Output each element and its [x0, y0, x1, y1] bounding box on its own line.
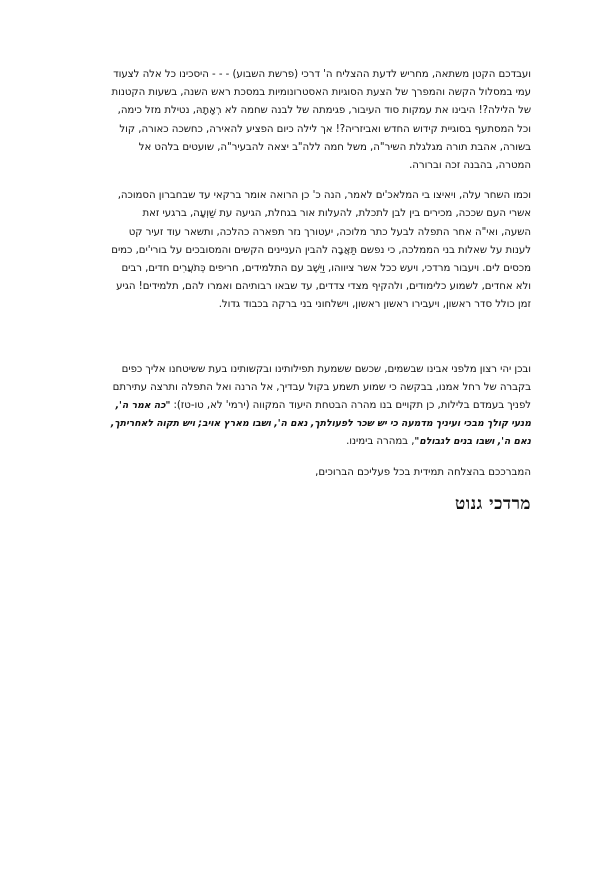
paragraph-2-line: אשרי העם שככה, מכירים בין לבן לתכלת, להעלות אור בגחלת, הגיעה עת שַׁוְעָה, ברגעי זאת	[142, 208, 531, 220]
paragraph-2-line: מכסים לים. ויעבור מרדכי, ויעש ככל אשר ציווהו, וַיֵּשֶׁב עם התלמידים, חריפים כְּתֹעֲרִים חדים, רבים	[121, 263, 531, 275]
paragraph-2-line: וכמו השחר עלה, ויאיצו בי המלאכ'ים לאמר, הנה כ' כן הרואה אומר ברקאי עד שבחברון הסמוכה,	[117, 190, 531, 202]
paragraph-3-line	[78, 433, 531, 451]
paragraph-3-text: , במהרה בימינו.	[346, 436, 415, 448]
scripture-quote: "כה אמר ה',	[115, 400, 171, 412]
paragraph-3-line	[78, 397, 531, 415]
paragraph-3-text: לפניך בעמדם בלילות, כן תקויים בנו מהרה הבטחת היעוד המקווה (ירמי' לא, טו-טז):	[170, 400, 531, 412]
paragraph-3-line: בקברה של רחל אמנו, בבקשה כי שמוע תשמע בקול עבדיך, אל הרנה ואל התפלה ותרצה עתירתם	[112, 381, 531, 393]
paragraph-1	[78, 66, 531, 175]
paragraph-1-line: עמי במסלול הקשה והמפרך של הצעת הסוגיות האסטרונומיות במסכת ראש השנה, בשעות הקטנות	[111, 87, 531, 99]
closing-blessing: המברככם בהצלחה תמידית בכל פעליכם הברוכים,	[315, 466, 531, 478]
scripture-quote-line: מנעי קולך מבכי ועיניך מדמעה כי יש שכר לפעולתך, נאם ה', ושבו מארץ אויב; ויש תקוה לאחריתך,	[110, 418, 531, 430]
scripture-quote: נאם ה', ושבו בנים לגבולם"	[414, 436, 531, 448]
paragraph-2-line: זמן כולל סדר ראשון, ויעבירו ראשון ראשון, וישלחוני בני ברקה בכבוד גדול.	[218, 299, 531, 311]
paragraph-3-line: ובכן יהי רצון מלפני אבינו שבשמים, שכשם ששמעת תפילותינו ובקשותינו בעת ששיטחנו אליך כפים	[121, 363, 531, 375]
paragraph-1-line: של הלילה?! היבינו את עמקות סוד העיבור, פגימתה של לבנה שחמה לא רְאָתָהּ, נטילת מזל כימה,	[117, 105, 531, 117]
paragraph-1-line: וכל המסתעף בסוגיית קידוש החדש ואביזריה?! אך לילה כיום הפציע להאירה, כחשכה כאורה, קול	[119, 123, 531, 135]
paragraph-2-line: השעה, ואי"ה אחר התפלה לבעל כתר מלוכה, יעטורך נזר תפארה כהלכה, ותשאר עוד זעיר קט	[128, 226, 531, 238]
paragraph-2-line: ולא אחדים, לשמוע כלימודים, ולהקיף מצדי צדדים, עד שבאו רבותיהם ואמרו להם, תלמידים! הגיע	[116, 281, 531, 293]
signature: מרדכי גנוט	[454, 493, 531, 514]
paragraph-1-line: המטרה, בהבנה זכה וברורה.	[409, 160, 531, 172]
paragraph-3	[78, 361, 531, 452]
paragraph-1-line: ועבדכם הקטן משתאה, מחריש לדעת ההצליח ה' דרכי (פרשת השבוע) - - - היסכינו כל אלה לצעוד	[113, 69, 531, 80]
paragraph-1-line: בשורה, אהבת תורה מגלגלת השיר"ה, משל חמה ללה"ב יצאה להבעיר"ה, שועטים בלהט אל	[138, 141, 531, 153]
paragraph-2-line: לענות על שאלות בני הממלכה, כי נפשם תַּאֲבָה להבין העניינים הקשים והמסובכים על בורי'ים, כמים	[111, 244, 531, 256]
paragraph-2	[78, 187, 531, 314]
